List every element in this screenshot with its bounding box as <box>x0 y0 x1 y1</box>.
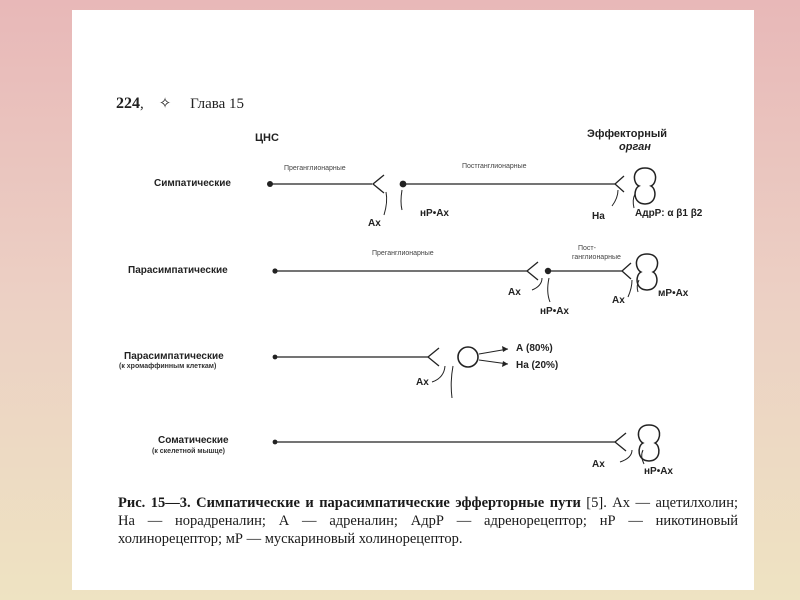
postganglionic-label-line2: ганглионарные <box>572 254 621 261</box>
noradrenaline-output: На (20%) <box>516 360 559 371</box>
chapter-glyph-icon: ✧ <box>158 96 172 112</box>
page-number: 224 <box>116 95 140 112</box>
nr-ach-arrow <box>401 190 402 210</box>
nr-ach-label: нР•Ах <box>540 306 569 317</box>
effector-terminal <box>622 263 631 279</box>
mr-ach-label: мР•Ах <box>658 288 689 299</box>
cns-header: ЦНС <box>255 132 279 144</box>
nr-ach-label: нР•Ах <box>420 208 449 219</box>
ach-arrow <box>620 450 632 462</box>
adrenaline-output: А (80%) <box>516 343 553 354</box>
skeletal-muscle-sublabel: (к скелетной мышце) <box>152 448 225 455</box>
synapse-terminal <box>428 348 439 366</box>
preganglionic-label: Преганглионарные <box>372 250 434 257</box>
sympathetic-pathway <box>154 163 703 229</box>
receptor-arrow <box>451 366 453 398</box>
parasympathetic-label: Парасимпатические <box>128 265 228 276</box>
somatic-pathway <box>152 425 673 477</box>
effector-organ-icon <box>636 254 657 290</box>
effector-terminal <box>615 433 626 451</box>
postganglionic-label: Постганглионарные <box>462 163 527 170</box>
synapse-terminal <box>373 175 384 193</box>
page-header: 224, ✧ Глава 15 <box>116 95 245 112</box>
ach-label: Ах <box>368 218 381 229</box>
preganglionic-label: Преганглионарные <box>284 165 346 172</box>
adr-receptor-label: АдрР: α β1 β2 <box>635 208 703 219</box>
ach-ganglion-label: Ах <box>508 287 521 298</box>
caption-title: Рис. 15—3. Симпатические и парасимпатические эфферторные пути <box>118 495 581 511</box>
caption-text: [5]. Ах — ацетилхолин; На — норадреналин; А — адреналин; АдрР — адренорецептор; нР — никотиновый холинорецептор; мР — мускариновый холинорецептор. <box>118 495 738 547</box>
parasympathetic-adrenal-pathway <box>119 343 558 398</box>
chromaffin-cell-icon <box>458 347 478 367</box>
na-label: На <box>592 211 605 222</box>
ach-arrow <box>432 366 445 382</box>
na-arrow <box>612 190 618 206</box>
ach-label: Ах <box>592 459 605 470</box>
secretion-arrowhead-a <box>502 346 508 352</box>
sympathetic-label: Симпатические <box>154 178 231 189</box>
ach-label: Ах <box>416 377 429 388</box>
postganglionic-label-line1: Пост- <box>578 245 596 252</box>
effector-header-line1: Эффекторный <box>587 128 668 140</box>
effector-organ-icon <box>634 168 655 204</box>
chromaffin-sublabel: (к хромаффинным клеткам) <box>119 363 217 370</box>
parasympathetic-adrenal-label: Парасимпатические <box>124 351 224 362</box>
ach-effector-arrow <box>628 280 632 297</box>
parasympathetic-pathway <box>128 245 689 317</box>
chapter-title: Глава 15 <box>190 96 245 112</box>
figure-caption <box>118 494 738 548</box>
ach-effector-label: Ах <box>612 295 625 306</box>
secretion-arrowhead-na <box>502 361 508 367</box>
synapse-terminal <box>527 262 538 280</box>
ach-arrow <box>384 192 387 215</box>
somatic-label: Соматические <box>158 435 229 446</box>
nr-ach-arrow <box>548 278 550 302</box>
efferent-pathways-diagram <box>72 10 754 490</box>
book-page <box>72 10 754 590</box>
nr-ach-label: нР•Ах <box>644 466 673 477</box>
effector-header-line2: орган <box>619 141 651 153</box>
effector-terminal <box>615 176 624 192</box>
nr-ach-arrow <box>642 450 644 464</box>
